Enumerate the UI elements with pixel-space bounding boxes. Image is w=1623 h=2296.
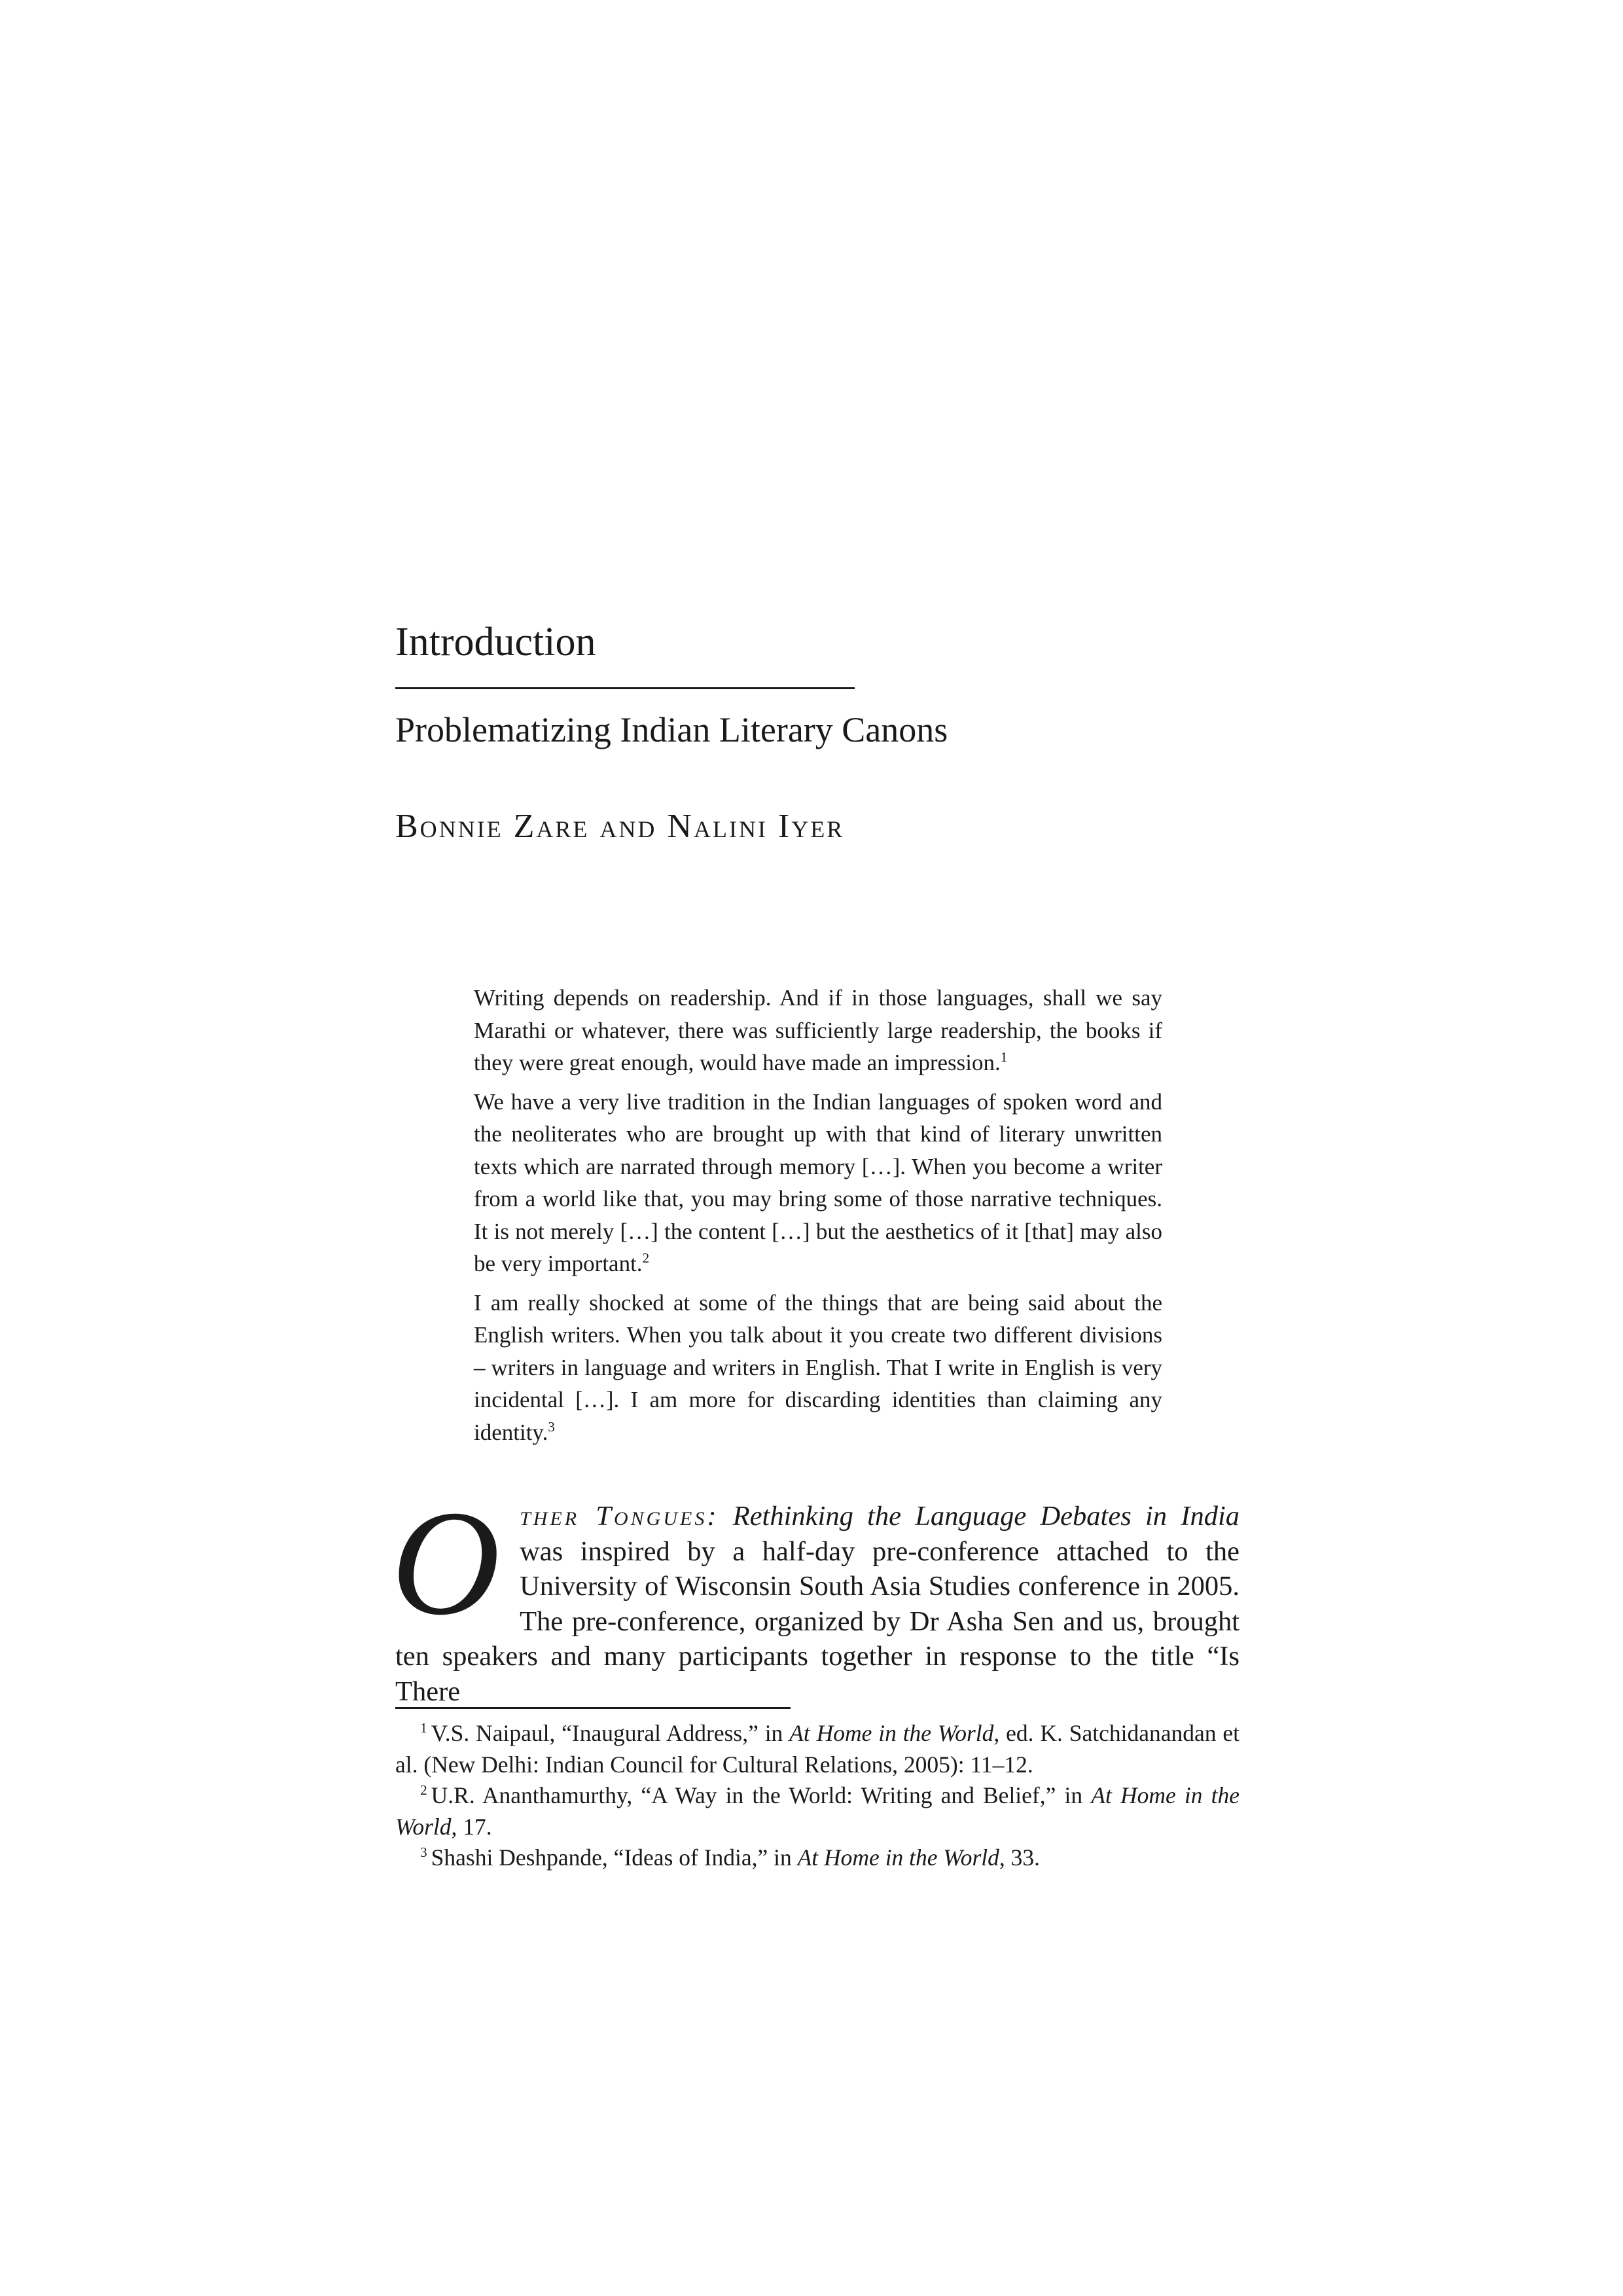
footnote-text: U.R. Ananthamurthy, “A Way in the World: Writing and Belief,” in xyxy=(431,1782,1092,1808)
footnote-text: , 17. xyxy=(451,1813,492,1840)
epigraph xyxy=(474,982,1162,1079)
footnote-text: , 33. xyxy=(999,1844,1041,1871)
footnote-title: At Home in the World xyxy=(789,1720,994,1746)
footnote xyxy=(395,1842,1240,1874)
footnote-ref: 3 xyxy=(548,1418,555,1435)
footnote-text: , ed. K. Satchidanandan et al. (New Delhi: Indian Council for Cultural Relations, 2005): 11–12. xyxy=(395,1720,1240,1778)
chapter-authors: Bonnie Zare and Nalini Iyer xyxy=(395,808,845,845)
footnote-title: At Home in the World xyxy=(797,1844,999,1871)
footnote-number: 3 xyxy=(420,1844,427,1861)
body-text: was inspired by a half-day pre-conference attached to the University of Wisconsin South Asia Studies conference in 2005. The pre-conference, organized by Dr Asha Sen and us, brought ten speakers and many participants together in response to the title “Is There xyxy=(395,1535,1240,1707)
footnote-text: Shashi Deshpande, “Ideas of India,” in xyxy=(431,1844,798,1871)
footnote-number: 1 xyxy=(420,1720,427,1736)
footnote-number: 2 xyxy=(420,1782,427,1799)
epigraph-block xyxy=(474,982,1162,1455)
epigraph-text: We have a very live tradition in the Indian languages of spoken word and the neoliterates who are brought up with that kind of literary unwritten texts which are narrated through memory […]. When you become a writer from a world like that, you may bring some of those narrative techniques. It is not merely […] the content […] but the aesthetics of it [that] may also be very important. xyxy=(474,1088,1162,1276)
footnotes xyxy=(395,1718,1240,1874)
epigraph xyxy=(474,1086,1162,1280)
title-rule xyxy=(395,687,855,689)
footnote-rule xyxy=(395,1707,791,1709)
footnote-ref: 2 xyxy=(642,1250,650,1266)
chapter-title: Introduction xyxy=(395,620,596,664)
footnote-text: V.S. Naipaul, “Inaugural Address,” in xyxy=(431,1720,790,1746)
epigraph-text: I am really shocked at some of the things that are being said about the English writers. When you talk about it you create two different divisions – writers in language and writers in English. That I write in English is very incidental […]. I am more for discarding identities than claiming any identity. xyxy=(474,1289,1162,1445)
epigraph xyxy=(474,1287,1162,1449)
footnote xyxy=(395,1780,1240,1842)
footnote xyxy=(395,1718,1240,1780)
book-title: Rethinking the Language Debates in India xyxy=(732,1501,1240,1532)
drop-cap: O xyxy=(391,1479,501,1646)
footnote-title: At Home in the World xyxy=(395,1782,1240,1840)
epigraph-text: Writing depends on readership. And if in those languages, shall we say Marathi or whatever, there was sufficiently large readership, the books if they were great enough, would have made an impression. xyxy=(474,985,1162,1075)
body-paragraph xyxy=(391,1479,1240,1709)
lead-small-caps: ther Tongues: xyxy=(520,1501,719,1532)
footnote-ref: 1 xyxy=(1000,1049,1008,1066)
chapter-subtitle: Problematizing Indian Literary Canons xyxy=(395,710,948,749)
